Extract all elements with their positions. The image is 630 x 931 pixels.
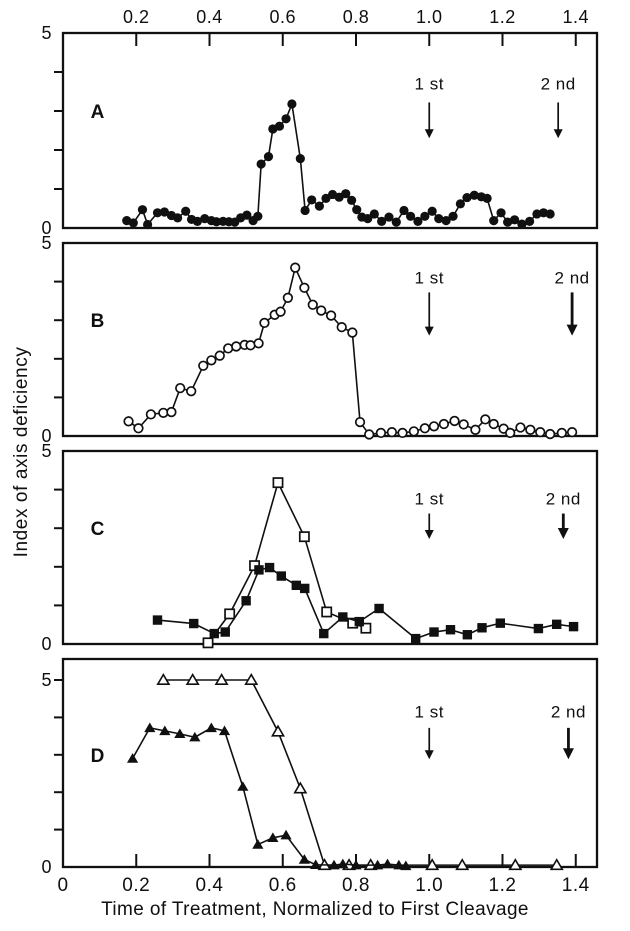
series-line <box>129 268 573 435</box>
open-circle-marker <box>254 339 263 348</box>
open-circle-marker <box>430 422 439 431</box>
second-cleavage-annotation-label: 2 nd <box>545 489 581 509</box>
open-circle-marker <box>421 424 430 433</box>
bottom-x-tick-label: 0.2 <box>122 875 151 896</box>
filled-circle-marker <box>281 114 290 123</box>
series-filled-triangle <box>127 722 411 870</box>
filled-circle-marker <box>428 207 437 216</box>
filled-square-marker <box>446 625 455 634</box>
open-square-marker <box>225 609 234 618</box>
first-cleavage-annotation-head <box>425 530 434 539</box>
filled-circle-marker <box>257 159 266 168</box>
open-circle-marker <box>365 430 374 439</box>
bottom-x-tick-label: 0.4 <box>195 875 224 896</box>
open-circle-marker <box>356 418 365 427</box>
filled-circle-marker <box>287 99 296 108</box>
filled-circle-marker <box>300 206 309 215</box>
filled-triangle-marker <box>252 839 263 849</box>
first-cleavage-annotation-label: 1 st <box>414 489 444 509</box>
open-circle-marker <box>224 344 233 353</box>
y-max-label: 5 <box>41 441 52 461</box>
filled-circle-marker <box>525 217 534 226</box>
filled-square-marker <box>292 581 301 590</box>
panel-frame <box>63 243 597 436</box>
series-line <box>133 728 406 866</box>
second-cleavage-annotation-head <box>554 129 563 138</box>
second-cleavage-annotation <box>551 702 586 759</box>
filled-square-marker <box>241 596 250 605</box>
first-cleavage-annotation-head <box>425 327 434 336</box>
open-circle-marker <box>199 361 208 370</box>
open-circle-marker <box>124 417 133 426</box>
bottom-x-tick-label: 1.0 <box>415 875 444 896</box>
filled-triangle-marker <box>280 830 291 840</box>
top-x-tick-label: 1.4 <box>562 7 590 27</box>
open-circle-marker <box>291 263 300 272</box>
open-circle-marker <box>348 328 357 337</box>
filled-square-marker <box>277 571 286 580</box>
filled-square-marker <box>319 629 328 638</box>
open-circle-marker <box>459 420 468 429</box>
series-line <box>127 104 550 225</box>
filled-square-marker <box>300 584 309 593</box>
open-circle-marker <box>300 283 309 292</box>
series-filled-circle <box>122 99 555 229</box>
open-circle-marker <box>558 429 567 438</box>
filled-circle-marker <box>347 196 356 205</box>
filled-triangle-marker <box>127 753 138 763</box>
filled-square-marker <box>496 618 505 627</box>
top-x-tick-label: 0.2 <box>122 7 150 27</box>
filled-square-marker <box>477 623 486 632</box>
y-min-label: 0 <box>41 857 52 877</box>
filled-square-marker <box>355 617 364 626</box>
first-cleavage-annotation-label: 1 st <box>414 74 444 94</box>
panel-letter: C <box>90 519 105 541</box>
filled-circle-marker <box>483 194 492 203</box>
filled-square-marker <box>374 604 383 613</box>
filled-circle-marker <box>448 212 457 221</box>
open-circle-marker <box>481 415 490 424</box>
filled-circle-marker <box>143 220 152 229</box>
second-cleavage-annotation <box>546 489 581 539</box>
second-cleavage-annotation-label: 2 nd <box>540 74 576 94</box>
panel-frame <box>63 659 597 867</box>
open-circle-marker <box>536 428 545 437</box>
first-cleavage-annotation <box>415 269 444 336</box>
open-circle-marker <box>506 429 515 438</box>
open-circle-marker <box>337 323 346 332</box>
second-cleavage-annotation-label: 2 nd <box>550 702 586 722</box>
second-cleavage-annotation-head <box>558 528 569 539</box>
filled-square-marker <box>429 627 438 636</box>
filled-triangle-marker <box>382 859 393 869</box>
panel-D <box>41 659 597 896</box>
open-circle-marker <box>317 306 326 315</box>
open-circle-marker <box>246 341 255 350</box>
open-circle-marker <box>377 429 386 438</box>
series-line <box>163 680 556 865</box>
top-x-tick-label: 0.4 <box>196 7 223 27</box>
y-axis-title: Index of axis deficiency <box>11 346 32 558</box>
second-cleavage-annotation <box>541 75 576 139</box>
y-max-label: 5 <box>41 670 52 690</box>
filled-circle-marker <box>129 218 138 227</box>
second-cleavage-annotation-head <box>563 748 574 759</box>
second-cleavage-annotation-label: 2 nd <box>554 268 590 288</box>
open-circle-marker <box>308 300 317 309</box>
series-open-square <box>203 478 370 647</box>
open-circle-marker <box>215 351 224 360</box>
top-x-tick-label: 0.8 <box>342 7 370 27</box>
filled-circle-marker <box>496 208 505 217</box>
open-circle-marker <box>546 430 555 439</box>
filled-circle-marker <box>307 195 316 204</box>
y-max-label: 5 <box>41 23 52 43</box>
bottom-x-tick-label: 1.4 <box>561 875 590 896</box>
filled-square-marker <box>411 634 420 643</box>
filled-square-marker <box>210 629 219 638</box>
open-circle-marker <box>147 410 156 419</box>
filled-circle-marker <box>546 209 555 218</box>
first-cleavage-annotation-head <box>425 750 434 759</box>
filled-circle-marker <box>296 154 305 163</box>
open-square-marker <box>322 607 331 616</box>
filled-circle-marker <box>352 205 361 214</box>
panel-letter: A <box>90 102 105 123</box>
filled-triangle-marker <box>237 781 248 791</box>
open-circle-marker <box>167 408 176 417</box>
open-circle-marker <box>388 428 397 437</box>
filled-square-marker <box>534 624 543 633</box>
bottom-x-tick-label: 0.8 <box>342 875 370 896</box>
filled-circle-marker <box>315 202 324 211</box>
open-circle-marker <box>398 429 407 438</box>
first-cleavage-annotation-label: 1 st <box>414 702 444 722</box>
panel-C <box>41 441 597 654</box>
filled-square-marker <box>265 563 274 572</box>
open-triangle-marker <box>272 726 283 736</box>
filled-circle-marker <box>181 207 190 216</box>
second-cleavage-annotation-head <box>567 325 578 336</box>
open-circle-marker <box>207 356 216 365</box>
filled-circle-marker <box>138 205 147 214</box>
x-axis-title: Time of Treatment, Normalized to First Cleavage <box>101 899 529 920</box>
second-cleavage-annotation <box>555 269 590 336</box>
open-circle-marker <box>284 294 293 303</box>
open-circle-marker <box>187 387 196 396</box>
open-circle-marker <box>327 311 336 320</box>
panel-letter: B <box>90 311 105 333</box>
filled-square-marker <box>221 627 230 636</box>
open-circle-marker <box>134 424 143 433</box>
open-circle-marker <box>232 342 241 351</box>
filled-circle-marker <box>489 216 498 225</box>
top-x-tick-label: 0.6 <box>269 7 297 27</box>
open-circle-marker <box>276 307 285 316</box>
open-triangle-marker <box>295 783 306 793</box>
first-cleavage-annotation <box>415 75 444 139</box>
filled-circle-marker <box>173 213 182 222</box>
series-open-circle <box>124 263 576 438</box>
open-square-marker <box>273 478 282 487</box>
filled-circle-marker <box>264 152 273 161</box>
panel-B <box>41 233 597 446</box>
open-circle-marker <box>176 384 185 393</box>
y-min-label: 0 <box>41 218 52 238</box>
y-min-label: 0 <box>41 426 52 446</box>
filled-square-marker <box>463 630 472 639</box>
open-circle-marker <box>260 319 269 328</box>
first-cleavage-annotation <box>415 489 444 539</box>
filled-triangle-marker <box>206 722 217 732</box>
filled-circle-marker <box>275 122 284 131</box>
open-circle-marker <box>526 426 535 435</box>
filled-triangle-marker <box>144 722 155 732</box>
filled-square-marker <box>153 615 162 624</box>
filled-square-marker <box>338 612 347 621</box>
filled-circle-marker <box>370 209 379 218</box>
series-open-triangle <box>158 675 563 870</box>
open-circle-marker <box>516 423 525 432</box>
filled-square-marker <box>254 565 263 574</box>
open-circle-marker <box>410 427 419 436</box>
top-x-tick-label: 1.2 <box>489 7 516 27</box>
top-x-tick-label: 1.0 <box>415 7 443 27</box>
filled-square-marker <box>552 620 561 629</box>
panel-A <box>41 7 597 238</box>
open-square-marker <box>203 638 212 647</box>
bottom-x-tick-label: 0 <box>57 875 69 896</box>
open-circle-marker <box>489 420 498 429</box>
first-cleavage-annotation-head <box>425 129 434 138</box>
open-circle-marker <box>440 420 449 429</box>
first-cleavage-annotation <box>415 702 444 759</box>
bottom-x-tick-label: 0.6 <box>268 875 297 896</box>
y-min-label: 0 <box>41 634 52 654</box>
open-square-marker <box>300 532 309 541</box>
y-max-label: 5 <box>41 233 52 253</box>
filled-square-marker <box>189 619 198 628</box>
open-circle-marker <box>568 428 577 437</box>
first-cleavage-annotation-label: 1 st <box>414 268 444 288</box>
bottom-x-tick-label: 1.2 <box>488 875 517 896</box>
filled-square-marker <box>569 622 578 631</box>
open-circle-marker <box>450 417 459 426</box>
panel-letter: D <box>90 745 105 767</box>
filled-circle-marker <box>253 212 262 221</box>
open-circle-marker <box>471 426 480 435</box>
filled-circle-marker <box>392 218 401 227</box>
